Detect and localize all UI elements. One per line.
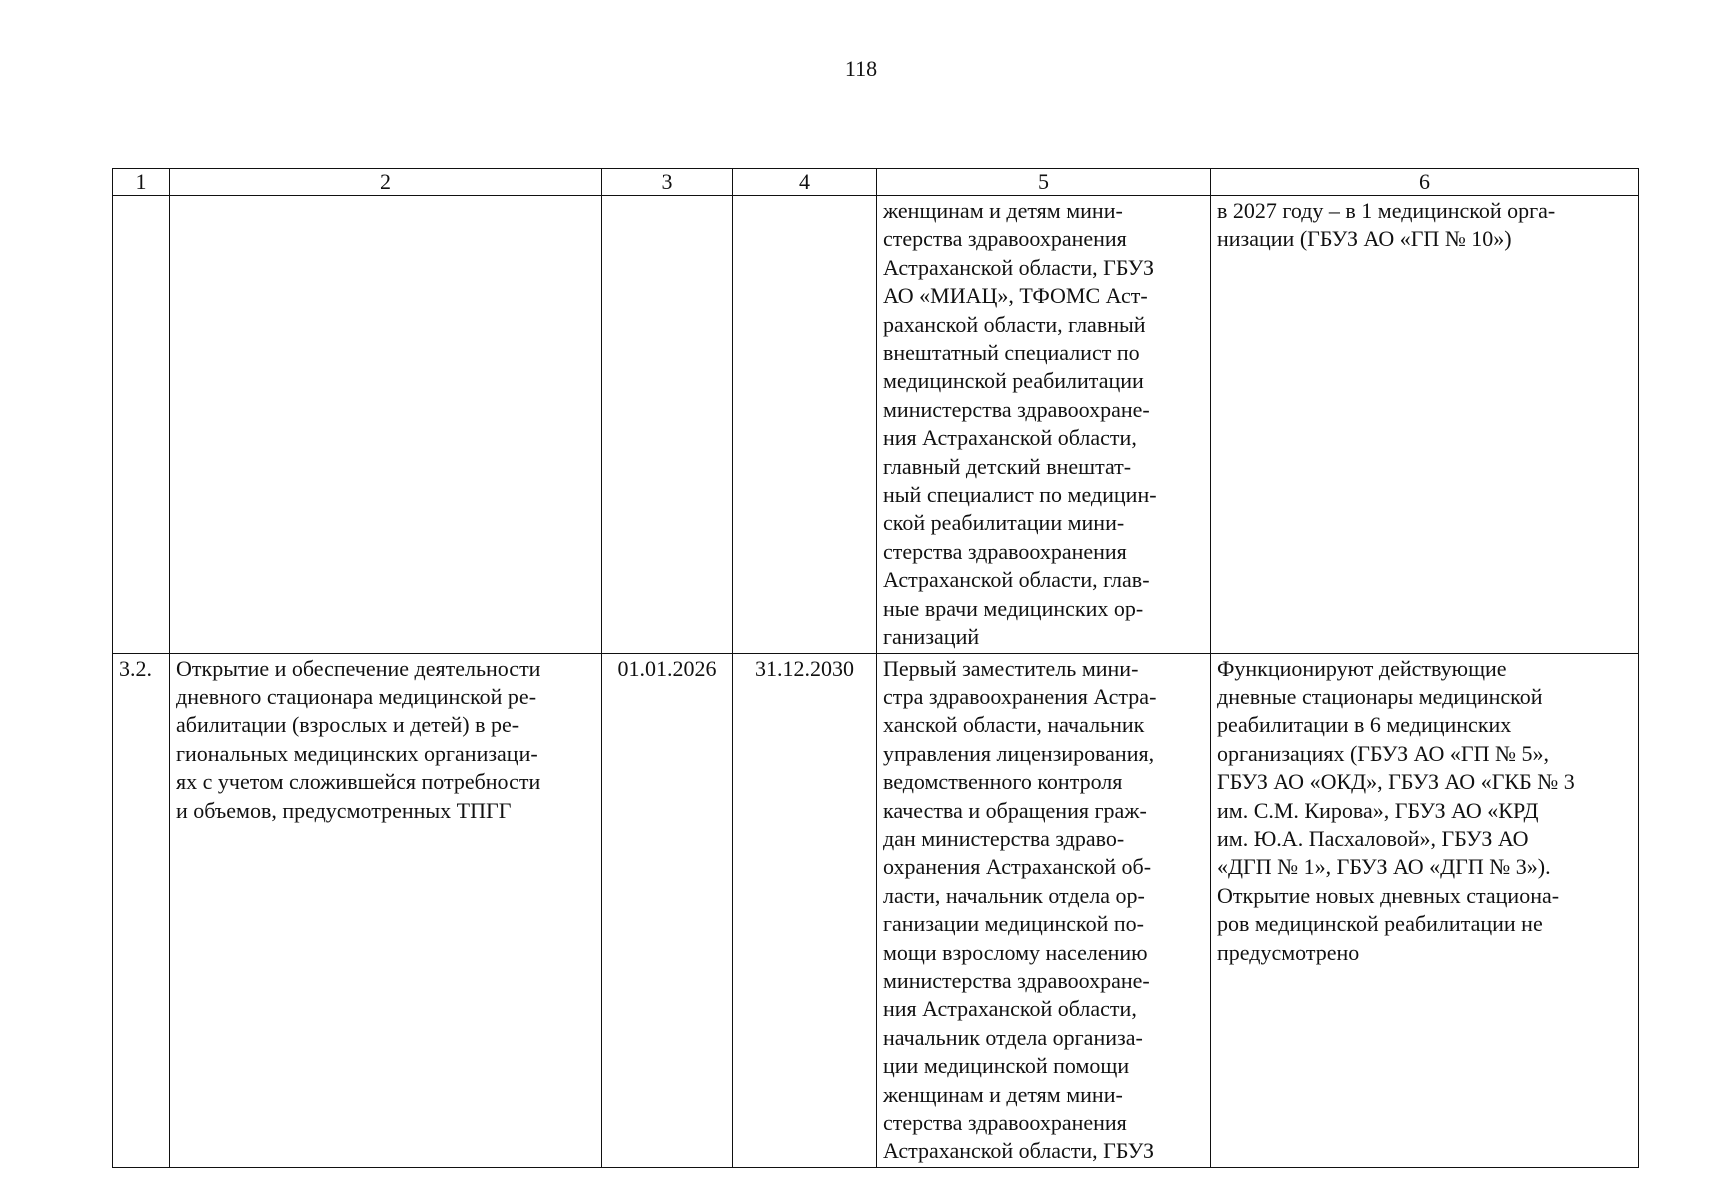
cell-line: ской реабилитации мини- bbox=[883, 510, 1125, 536]
column-header-2: 2 bbox=[170, 169, 602, 196]
cell-line: Астраханской области, ГБУЗ bbox=[883, 1138, 1155, 1164]
row-number-cell bbox=[113, 196, 170, 654]
cell-line: им. С.М. Кирова», ГБУЗ АО «КРД bbox=[1217, 797, 1539, 823]
cell-line: и объемов, предусмотренных ТПГГ bbox=[176, 797, 512, 823]
start-date-cell bbox=[602, 196, 733, 654]
cell-line: АО «МИАЦ», ТФОМС Аст- bbox=[883, 283, 1148, 309]
column-header-4: 4 bbox=[733, 169, 877, 196]
cell-line: министерства здравоохране- bbox=[883, 396, 1150, 422]
end-date-cell bbox=[733, 196, 877, 654]
cell-line: ции медицинской помощи bbox=[883, 1053, 1130, 1079]
activity-name-cell bbox=[170, 196, 602, 654]
cell-line: Открытие и обеспечение деятельности bbox=[176, 655, 541, 681]
column-header-6: 6 bbox=[1211, 169, 1639, 196]
cell-line: охранения Астраханской об- bbox=[883, 854, 1152, 880]
cell-line: начальник отдела организа- bbox=[883, 1024, 1143, 1050]
cell-text: 01.01.2026 bbox=[617, 655, 717, 681]
cell-line: ганизации медицинской по- bbox=[883, 911, 1145, 937]
cell-line: «ДГП № 1», ГБУЗ АО «ДГП № 3»). bbox=[1217, 854, 1551, 880]
cell-line: им. Ю.А. Пасхаловой», ГБУЗ АО bbox=[1217, 825, 1529, 851]
column-header-3: 3 bbox=[602, 169, 733, 196]
page-number: 118 bbox=[844, 56, 878, 81]
result-cell bbox=[1211, 196, 1639, 654]
cell-line: ния Астраханской области, bbox=[883, 425, 1137, 451]
cell-line: Астраханской области, ГБУЗ bbox=[883, 254, 1155, 280]
cell-line: главный детский внештат- bbox=[883, 453, 1132, 479]
cell-line: женщинам и детям мини- bbox=[883, 1081, 1123, 1107]
cell-line: организациях (ГБУЗ АО «ГП № 5», bbox=[1217, 740, 1549, 766]
cell-line: качества и обращения граж- bbox=[883, 797, 1147, 823]
cell-line: ведомственного контроля bbox=[883, 769, 1123, 795]
cell-line: раханской области, главный bbox=[883, 311, 1146, 337]
cell-line: стерства здравоохранения bbox=[883, 538, 1127, 564]
cell-line: предусмотрено bbox=[1217, 939, 1360, 965]
cell-line: стра здравоохранения Астра- bbox=[883, 683, 1157, 709]
cell-line: гиональных медицинских организаци- bbox=[176, 740, 538, 766]
cell-line: Астраханской области, глав- bbox=[883, 567, 1150, 593]
cell-line: внештатный специалист по bbox=[883, 340, 1140, 366]
cell-text: 3.2. bbox=[119, 655, 152, 681]
table-row bbox=[113, 196, 1639, 654]
table-row bbox=[113, 653, 1639, 1167]
responsible-cell bbox=[877, 196, 1211, 654]
column-header-1: 1 bbox=[113, 169, 170, 196]
cell-line: министерства здравоохране- bbox=[883, 967, 1150, 993]
cell-line: Открытие новых дневных стациона- bbox=[1217, 882, 1560, 908]
cell-text: 31.12.2030 bbox=[755, 655, 854, 681]
cell-line: ГБУЗ АО «ОКД», ГБУЗ АО «ГКБ № 3 bbox=[1217, 769, 1575, 795]
column-number-header-row bbox=[113, 169, 1639, 196]
result-cell bbox=[1211, 653, 1639, 1167]
cell-line: дан министерства здраво- bbox=[883, 825, 1125, 851]
cell-line: стерства здравоохранения bbox=[883, 226, 1127, 252]
cell-line: ный специалист по медицин- bbox=[883, 482, 1157, 508]
responsible-cell bbox=[877, 653, 1211, 1167]
cell-line: реабилитации в 6 медицинских bbox=[1217, 712, 1512, 738]
cell-line: ния Астраханской области, bbox=[883, 996, 1137, 1022]
activity-name-cell bbox=[170, 653, 602, 1167]
cell-line: ласти, начальник отдела ор- bbox=[883, 882, 1145, 908]
cell-line: мощи взрослому населению bbox=[883, 939, 1148, 965]
cell-line: ные врачи медицинских ор- bbox=[883, 595, 1144, 621]
cell-line: дневные стационары медицинской bbox=[1217, 683, 1543, 709]
cell-line: Первый заместитель мини- bbox=[883, 655, 1139, 681]
cell-line: стерства здравоохранения bbox=[883, 1110, 1127, 1135]
start-date-cell bbox=[602, 653, 733, 1167]
cell-line: женщинам и детям мини- bbox=[883, 198, 1123, 223]
cell-line: в 2027 году – в 1 медицинской орга- bbox=[1217, 198, 1556, 223]
cell-line: управления лицензирования, bbox=[883, 740, 1155, 766]
cell-line: ров медицинской реабилитации не bbox=[1217, 911, 1543, 937]
cell-line: ханской области, начальник bbox=[883, 712, 1145, 738]
cell-line: Функционируют действующие bbox=[1217, 655, 1507, 681]
cell-line: дневного стационара медицинской ре- bbox=[176, 683, 537, 709]
end-date-cell bbox=[733, 653, 877, 1167]
cell-line: медицинской реабилитации bbox=[883, 368, 1144, 394]
cell-line: ях с учетом сложившейся потребности bbox=[176, 769, 541, 795]
row-number-cell bbox=[113, 653, 170, 1167]
plan-table bbox=[112, 168, 1639, 1168]
cell-line: ганизаций bbox=[883, 624, 980, 650]
cell-line: низации (ГБУЗ АО «ГП № 10») bbox=[1217, 226, 1512, 252]
cell-line: абилитации (взрослых и детей) в ре- bbox=[176, 712, 520, 738]
column-header-5: 5 bbox=[877, 169, 1211, 196]
